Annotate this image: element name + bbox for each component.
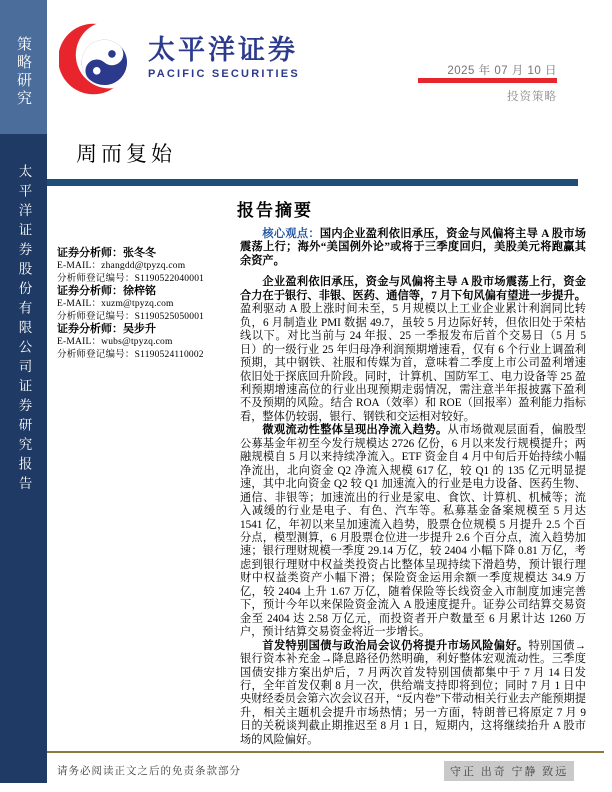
- core-viewpoint-label: 核心观点：: [262, 228, 320, 240]
- email-label: E-MAIL：: [57, 299, 102, 310]
- analyst-name-line: [57, 285, 237, 298]
- analyst-entry: [57, 247, 237, 285]
- footer-divider-line: [47, 751, 604, 753]
- analyst-list: [57, 247, 237, 362]
- analyst-license-line: [57, 349, 237, 362]
- core-viewpoint-paragraph: [240, 228, 586, 268]
- analyst-role-label: 证券分析师：: [57, 247, 123, 259]
- analyst-entry: [57, 285, 237, 323]
- sidebar-category-band: [0, 0, 47, 134]
- analyst-license-line: [57, 273, 237, 286]
- email-label: E-MAIL：: [57, 337, 102, 348]
- analyst-license: S1190525050001: [134, 311, 205, 322]
- license-label: 分析师登记编号：: [57, 311, 135, 322]
- brand-name-cn: 太平洋证券: [148, 35, 298, 65]
- analyst-email-line: [57, 260, 237, 273]
- summary-paragraph: [240, 640, 586, 748]
- footer-disclaimer: 请务必阅读正文之后的免责条款部分: [57, 766, 241, 777]
- analyst-license: S1190524110002: [134, 349, 204, 360]
- analyst-license-line: [57, 311, 237, 324]
- analyst-email: zhangdd@tpyzq.com: [101, 261, 186, 271]
- analyst-entry: [57, 323, 237, 361]
- brand-name-en: PACIFIC SECURITIES: [148, 68, 300, 80]
- sidebar-company-band: [0, 134, 47, 783]
- paragraph-lead: 首发特别国债与政治局会议仍将提升市场风险偏好。: [262, 639, 529, 652]
- publication-date: 2025 年 07 月 10 日: [447, 65, 557, 77]
- license-label: 分析师登记编号：: [57, 273, 135, 284]
- paragraph-body: 从市场微观层面看，偏股型公募基金年初至今发行规模达 2726 亿份，6 月以来发行规模提升；两融规模自 5 月以来持续净流入。ETF 资金自 4 月中旬后开始持续小幅净流出，北向资金 Q2 净流入规模 617 亿，较 Q1 的 135 亿元明显提速，其中北向资金 Q2 较 Q1 加速流入的行业是电力设备、医药生物、通信、非银等；加速流出的行业是家电、食饮、计算机、机械等；流入减缓的行业是电子、有色、汽车等。私募基金备案规模至 5 月达 1541 亿，年初以来呈加速流入趋势，股票仓位规模 5 月提升 2.5 个百分点，模型测算，6 月股票仓位进一步提升 2.6 个百分点，流入趋势加速；银行理财规模一季度 29.14 万亿，较 2404 小幅下降 0.81 万亿，考虑到银行理财中权益类投资占比整体呈现持续下滑趋势，预计银行理财中权益类资产小幅下滑；保险资金运用余额一季度规模达 34.9 万亿，较 2404 上升 1.67 万亿，随着保险等长线资金入市制度加速完善下，预计今年以来保险资金流入 A 股速度提升。证券公司结算交易资金至 2404 达 2.58 万亿元，而投资者开户数量至 6 月累计达 1260 万户，预计结算交易资金将近一步增长。: [240, 424, 586, 639]
- analyst-name: 张冬冬: [123, 247, 156, 259]
- analyst-email-line: [57, 336, 237, 349]
- paragraph-body: 盈利驱动 A 股上涨时间未至，5 月规模以上工业企业累计利润同比转负，6 月制造业 PMI 数据 49.7，虽较 5 月边际好转，但依旧处于荣枯线以下。对比当前与 24 年报、25 一季报发布后首个交易日（5 月 5 日）的一级行业 25 年归母净利润预期增速看，仅有 6 个行业上调盈利预期，其中钢铁、社服和传媒为首，意味着二季度上市公司盈利增速依旧处于探底回升阶段。同时，计算机、国防军工、电力设备等 25 盈利预期增速高位的行业出现预期走弱情况，需注意半年报披露下盈利不及预期的风险。结合 ROA（效率）和 ROE（回报率）盈利能力指标看，整体仍较弱，银行、钢铁和交运相对较好。: [240, 303, 586, 423]
- sidebar-company-label: 太平洋证券股份有限公司证券研究报告: [16, 164, 32, 496]
- analyst-role-label: 证券分析师：: [57, 285, 123, 298]
- paragraph-body: 特别国债→银行资本补充金→降息路径仍然明确，利好整体宏观流动性。三季度国债安排方案出炉后，7 月两次首发特别国债都集中于 7 月 14 日发行，全年首发仅剩 8 月一次，供给端支持即将到位；同时 7 月 1 日中央财经委员会第六次会议召开，“反内卷”下带动相关行业去产能预期提升，相关主题机会提升市场热情；另一方面，特朗普已将原定 7 月 9 日的关税谈判截止期推迟至 8 月 1 日，短期内，这将继续抬升 A 股市场的风险偏好。: [240, 639, 586, 746]
- analyst-license: S1190522040001: [134, 273, 205, 284]
- sidebar-category-label: 策略研究: [15, 36, 31, 108]
- analyst-email: xuzm@tpyzq.com: [101, 299, 174, 310]
- analyst-email: wubs@tpyzq.com: [101, 337, 173, 348]
- report-type-label: 投资策略: [507, 91, 557, 103]
- pacific-securities-logo-icon: [59, 11, 143, 107]
- analyst-role-label: 证券分析师：: [57, 323, 123, 336]
- summary-paragraph: [240, 424, 586, 639]
- email-label: E-MAIL：: [57, 261, 102, 271]
- red-accent-bar: [418, 78, 557, 83]
- paragraph-lead: 微观流动性整体呈现出净流入趋势。: [262, 424, 448, 437]
- license-label: 分析师登记编号：: [57, 349, 135, 360]
- paragraph-lead: 企业盈利依旧承压，资金与风偏将主导 A 股市场震荡上行，资金合力在于银行、非银、医药、通信等，7 月下旬风偏有望进一步提升。: [240, 276, 586, 302]
- summary-heading: 报告摘要: [237, 201, 313, 220]
- analyst-name: 徐梓铭: [123, 285, 156, 298]
- brand-block: [148, 37, 300, 80]
- core-viewpoint-text: 国内企业盈利依旧承压，资金与风偏将主导 A 股市场震荡上行；海外“美国例外论”或将于三季度回归，美股美元将跑赢其余资产。: [240, 228, 586, 267]
- analyst-name-line: [57, 323, 237, 336]
- title-divider-bar: [47, 179, 578, 186]
- analyst-email-line: [57, 298, 237, 311]
- report-title: 周而复始: [76, 142, 176, 166]
- analyst-name: 吴步升: [123, 323, 156, 336]
- analyst-name-line: [57, 247, 237, 260]
- footer-motto: 守正 出奇 宁静 致远: [444, 761, 574, 781]
- summary-paragraph: [240, 276, 586, 424]
- report-summary: [240, 228, 586, 747]
